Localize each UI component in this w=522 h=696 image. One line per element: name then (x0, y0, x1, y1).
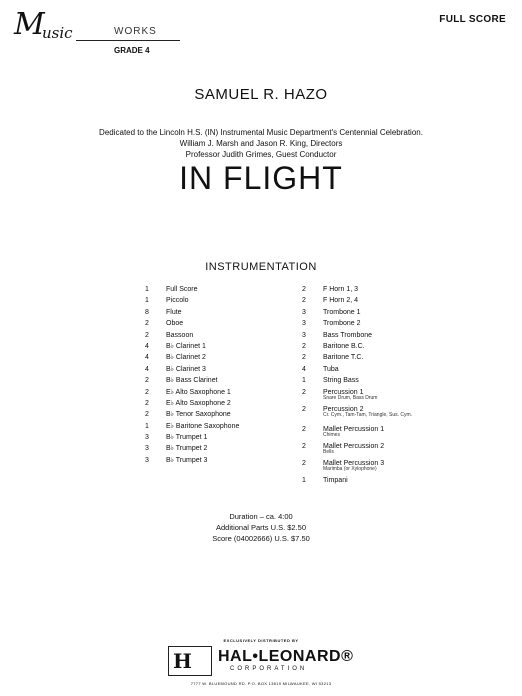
instrument-name: B♭ Trumpet 3 (166, 456, 208, 464)
instrument-row (302, 318, 452, 329)
instrument-row (145, 295, 285, 306)
grade-label: GRADE 4 (114, 46, 150, 55)
instrument-row (302, 458, 452, 475)
instrument-row (302, 330, 452, 341)
instrument-name: String Bass (323, 377, 359, 385)
instrument-name: Trombone 1 (323, 308, 361, 316)
instrument-row (302, 295, 452, 306)
instrument-row (145, 352, 285, 363)
instrument-name: F Horn 1, 3 (323, 286, 359, 293)
distributor-label: EXCLUSIVELY DISTRIBUTED BY (223, 638, 299, 643)
instrument-name: B♭ Trumpet 1 (166, 434, 208, 442)
dedication-line-3: Professor Judith Grimes, Guest Conductor (185, 150, 337, 159)
instrument-name: E♭ Baritone Saxophone (166, 422, 240, 430)
instrument-quantity: 2 (302, 388, 306, 396)
instrument-quantity: 3 (145, 456, 149, 464)
instrument-quantity: 4 (145, 365, 149, 373)
instrument-name: B♭ Trumpet 2 (166, 445, 208, 453)
instrument-detail: Cr. Cym., Tam-Tam, Triangle, Sus. Cym. (323, 411, 413, 418)
publisher-corp: CORPORATION (230, 666, 308, 672)
instrumentation-right-column (302, 284, 452, 486)
music-works-logo (14, 7, 184, 60)
instrument-name: E♭ Alto Saxophone 1 (166, 388, 231, 396)
instrument-quantity: 4 (302, 365, 306, 373)
instrument-name: Trombone 2 (323, 320, 361, 328)
instrument-row (145, 455, 285, 466)
instrument-quantity: 8 (145, 308, 149, 316)
hal-leonard-footer (150, 638, 372, 692)
instrument-name: Oboe (166, 320, 184, 328)
logo-works: WORKS (114, 26, 157, 37)
instrument-quantity: 1 (145, 422, 149, 430)
instrument-row (145, 409, 285, 420)
instrument-quantity: 2 (145, 399, 149, 407)
instrumentation-left-column (145, 284, 285, 466)
instrument-row (302, 364, 452, 375)
instrument-quantity: 3 (145, 434, 149, 442)
instrument-quantity: 2 (302, 297, 306, 305)
dedication-line-2: William J. Marsh and Jason R. King, Directors (179, 139, 343, 148)
instrument-name: Percussion 1 (323, 388, 364, 396)
instrument-quantity: 2 (145, 377, 149, 385)
composer-name: SAMUEL R. HAZO (194, 86, 328, 103)
duration: Duration – ca. 4:00 (229, 512, 293, 521)
instrument-detail: Bells (323, 448, 334, 455)
instrument-name: Mallet Percussion 3 (323, 459, 385, 467)
instrument-row (145, 421, 285, 432)
instrument-row (302, 387, 452, 404)
publisher-address: 7777 W. BLUEMOUND RD. P.O. BOX 13819 MILWAUKEE, WI 53213 (190, 681, 332, 686)
instrument-row (145, 307, 285, 318)
instrument-row (302, 475, 452, 486)
dedication-line-1: Dedicated to the Lincoln H.S. (IN) Instrumental Music Department's Centennial Celebration. (99, 128, 423, 137)
instrument-name: Flute (166, 308, 182, 316)
instrument-name: B♭ Clarinet 1 (166, 342, 206, 350)
instrument-quantity: 2 (145, 388, 149, 396)
instrument-quantity: 1 (302, 476, 306, 484)
instrument-quantity: 3 (302, 308, 306, 316)
instrument-row (145, 341, 285, 352)
instrument-row (145, 364, 285, 375)
instrument-name: E♭ Alto Saxophone 2 (166, 399, 231, 407)
instrument-quantity: 1 (302, 377, 306, 385)
instrument-row (302, 375, 452, 386)
instrument-row (145, 432, 285, 443)
instrument-quantity: 2 (302, 286, 306, 293)
logo-m: M (14, 7, 44, 42)
instrument-detail: Marimba (or Xylophone) (323, 465, 377, 472)
instrument-detail: Chimes (323, 431, 340, 438)
instrument-quantity: 2 (302, 425, 306, 433)
instrument-quantity: 2 (145, 320, 149, 328)
instrument-row (145, 318, 285, 329)
instrument-name: Bass Trombone (323, 331, 373, 339)
instrument-name: Tuba (323, 365, 339, 373)
instrument-quantity: 3 (145, 445, 149, 453)
instrument-row (302, 404, 452, 424)
instrument-quantity: 4 (145, 354, 149, 362)
instrument-quantity: 2 (145, 331, 149, 339)
full-score-label: FULL SCORE (439, 14, 506, 25)
instrument-quantity: 2 (302, 342, 306, 350)
instrument-name: Baritone B.C. (323, 342, 365, 350)
instrument-name: Mallet Percussion 2 (323, 442, 385, 450)
instrument-quantity: 2 (302, 354, 306, 362)
instrument-row (145, 443, 285, 454)
instrument-row (302, 307, 452, 318)
instrument-row (302, 341, 452, 352)
instrument-name: Piccolo (166, 297, 189, 305)
instrument-name: Mallet Percussion 1 (323, 425, 385, 433)
logo-rule (76, 40, 180, 41)
publisher-name: HAL•LEONARD® (218, 648, 354, 665)
instrument-quantity: 1 (145, 286, 149, 293)
instrumentation-heading: INSTRUMENTATION (205, 261, 317, 273)
instrument-name: B♭ Clarinet 3 (166, 365, 206, 373)
instrument-row (145, 330, 285, 341)
instrument-detail: Snare Drum, Bass Drum (323, 394, 378, 401)
instrument-name: Bassoon (166, 331, 194, 339)
instrument-row (145, 284, 285, 295)
piece-title: IN FLIGHT (179, 160, 343, 196)
instrument-row (302, 284, 452, 295)
instrument-quantity: 4 (145, 342, 149, 350)
instrument-quantity: 3 (302, 320, 306, 328)
instrument-row (302, 441, 452, 458)
instrument-row (145, 387, 285, 398)
instrument-name: B♭ Clarinet 2 (166, 354, 206, 362)
instrument-quantity: 1 (145, 297, 149, 305)
additional-parts-price: Additional Parts U.S. $2.50 (215, 523, 307, 532)
hal-leonard-logo-icon: H (168, 646, 212, 676)
logo-music: usic (42, 24, 73, 42)
instrument-name: F Horn 2, 4 (323, 297, 359, 305)
instrument-name: Percussion 2 (323, 405, 364, 413)
instrument-name: B♭ Bass Clarinet (166, 377, 218, 385)
instrument-name: Timpani (323, 476, 348, 484)
instrument-name: Full Score (166, 286, 198, 293)
instrument-row (145, 375, 285, 386)
score-price: Score (04002666) U.S. $7.50 (212, 534, 310, 543)
instrument-row (145, 398, 285, 409)
instrument-name: B♭ Tenor Saxophone (166, 411, 231, 419)
instrument-quantity: 3 (302, 331, 306, 339)
instrument-row (302, 352, 452, 363)
instrument-quantity: 2 (302, 405, 306, 413)
instrument-quantity: 2 (145, 411, 149, 419)
instrument-name: Baritone T.C. (323, 354, 364, 362)
instrument-quantity: 2 (302, 442, 306, 450)
instrument-quantity: 2 (302, 459, 306, 467)
instrument-row (302, 424, 452, 441)
